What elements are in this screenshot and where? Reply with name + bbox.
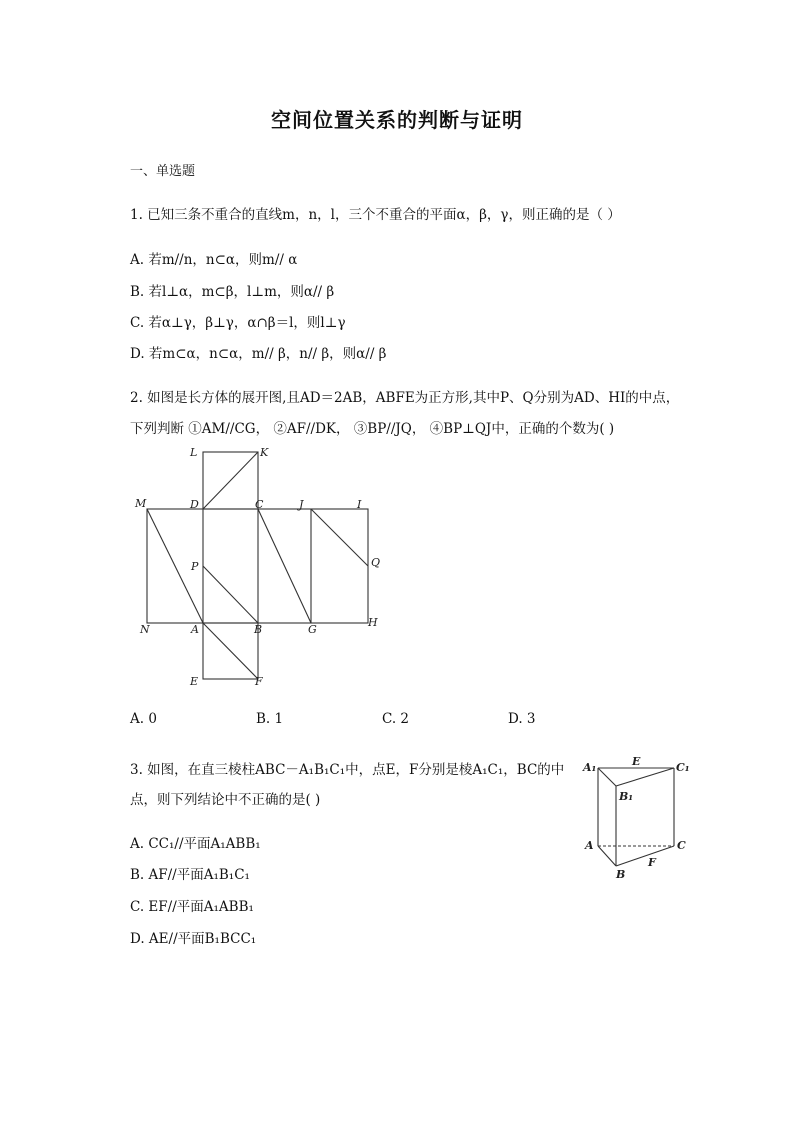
label-h: H — [368, 616, 378, 629]
segment-af — [203, 623, 258, 679]
prism-figure — [580, 752, 700, 884]
segment-cg — [258, 509, 311, 623]
segment-jq — [311, 509, 368, 566]
edge-a1b1 — [598, 768, 616, 786]
label-p: P — [191, 560, 199, 573]
edge-ab — [598, 846, 616, 866]
edge-b1c1 — [616, 768, 674, 786]
label-c: C — [677, 839, 686, 852]
label-e: E — [632, 755, 641, 768]
label-a: A — [585, 839, 594, 852]
question-2-option-c: C. 2 — [382, 711, 410, 727]
label-a1: A₁ — [583, 761, 597, 774]
label-f: F — [648, 856, 656, 869]
question-1-option-c: C. 若α⊥γ，β⊥γ，α∩β＝l，则l⊥γ — [130, 315, 346, 331]
label-k: K — [260, 446, 269, 459]
question-3-option-d: D. AE//平面B₁BCC₁ — [130, 931, 257, 947]
question-2-stem-line-2: 下列判断 ①AM//CG， ②AF//DK， ③BP//JQ， ④BP⊥QJ中，正确的个数为( ) — [130, 421, 615, 437]
label-c1: C₁ — [676, 761, 690, 774]
section-heading: 一、单选题 — [130, 164, 196, 179]
label-b: B — [254, 623, 263, 636]
question-2-option-a: A. 0 — [130, 711, 157, 727]
question-3-option-c: C. EF//平面A₁ABB₁ — [130, 899, 254, 915]
label-l: L — [190, 446, 198, 459]
label-c: C — [255, 498, 264, 511]
label-j: J — [299, 498, 304, 511]
page-title: 空间位置关系的判断与证明 — [271, 108, 523, 132]
label-b1: B₁ — [619, 790, 634, 803]
label-q: Q — [371, 556, 381, 569]
question-1-stem: 1. 已知三条不重合的直线m，n，l，三个不重合的平面α，β，γ，则正确的是（ ） — [130, 207, 621, 223]
edge-bc — [616, 846, 674, 866]
question-2-stem-line-1: 2. 如图是长方体的展开图,且AD＝2AB，ABFE为正方形,其中P、Q分别为AD、HI的中点， — [130, 390, 680, 406]
label-i: I — [357, 498, 362, 511]
label-g: G — [308, 623, 317, 636]
segment-pb — [203, 566, 258, 623]
label-d: D — [190, 498, 199, 511]
label-f: F — [255, 675, 263, 688]
question-1-option-b: B. 若l⊥α，m⊂β，l⊥m，则α// β — [130, 284, 335, 300]
label-b: B — [616, 868, 626, 881]
question-3-option-a: A. CC₁//平面A₁ABB₁ — [130, 836, 261, 852]
label-m: M — [135, 497, 147, 510]
label-a: A — [191, 623, 199, 636]
question-1-option-a: A. 若m//n，n⊂α，则m// α — [130, 252, 298, 268]
segment-dk — [203, 452, 258, 509]
question-1-option-d: D. 若m⊂α，n⊂α，m// β，n// β，则α// β — [130, 346, 387, 362]
cuboid-net-figure — [128, 440, 388, 690]
question-3-stem-line-2: 点，则下列结论中不正确的是( ) — [130, 792, 321, 808]
question-3-stem-line-1: 3. 如图，在直三棱柱ABC－A₁B₁C₁中，点E，F分别是棱A₁C₁，BC的中 — [130, 762, 565, 778]
question-3-option-b: B. AF//平面A₁B₁C₁ — [130, 867, 250, 883]
question-2-option-d: D. 3 — [508, 711, 536, 727]
label-n: N — [140, 623, 150, 636]
label-e: E — [190, 675, 199, 688]
question-2-option-b: B. 1 — [256, 711, 284, 727]
